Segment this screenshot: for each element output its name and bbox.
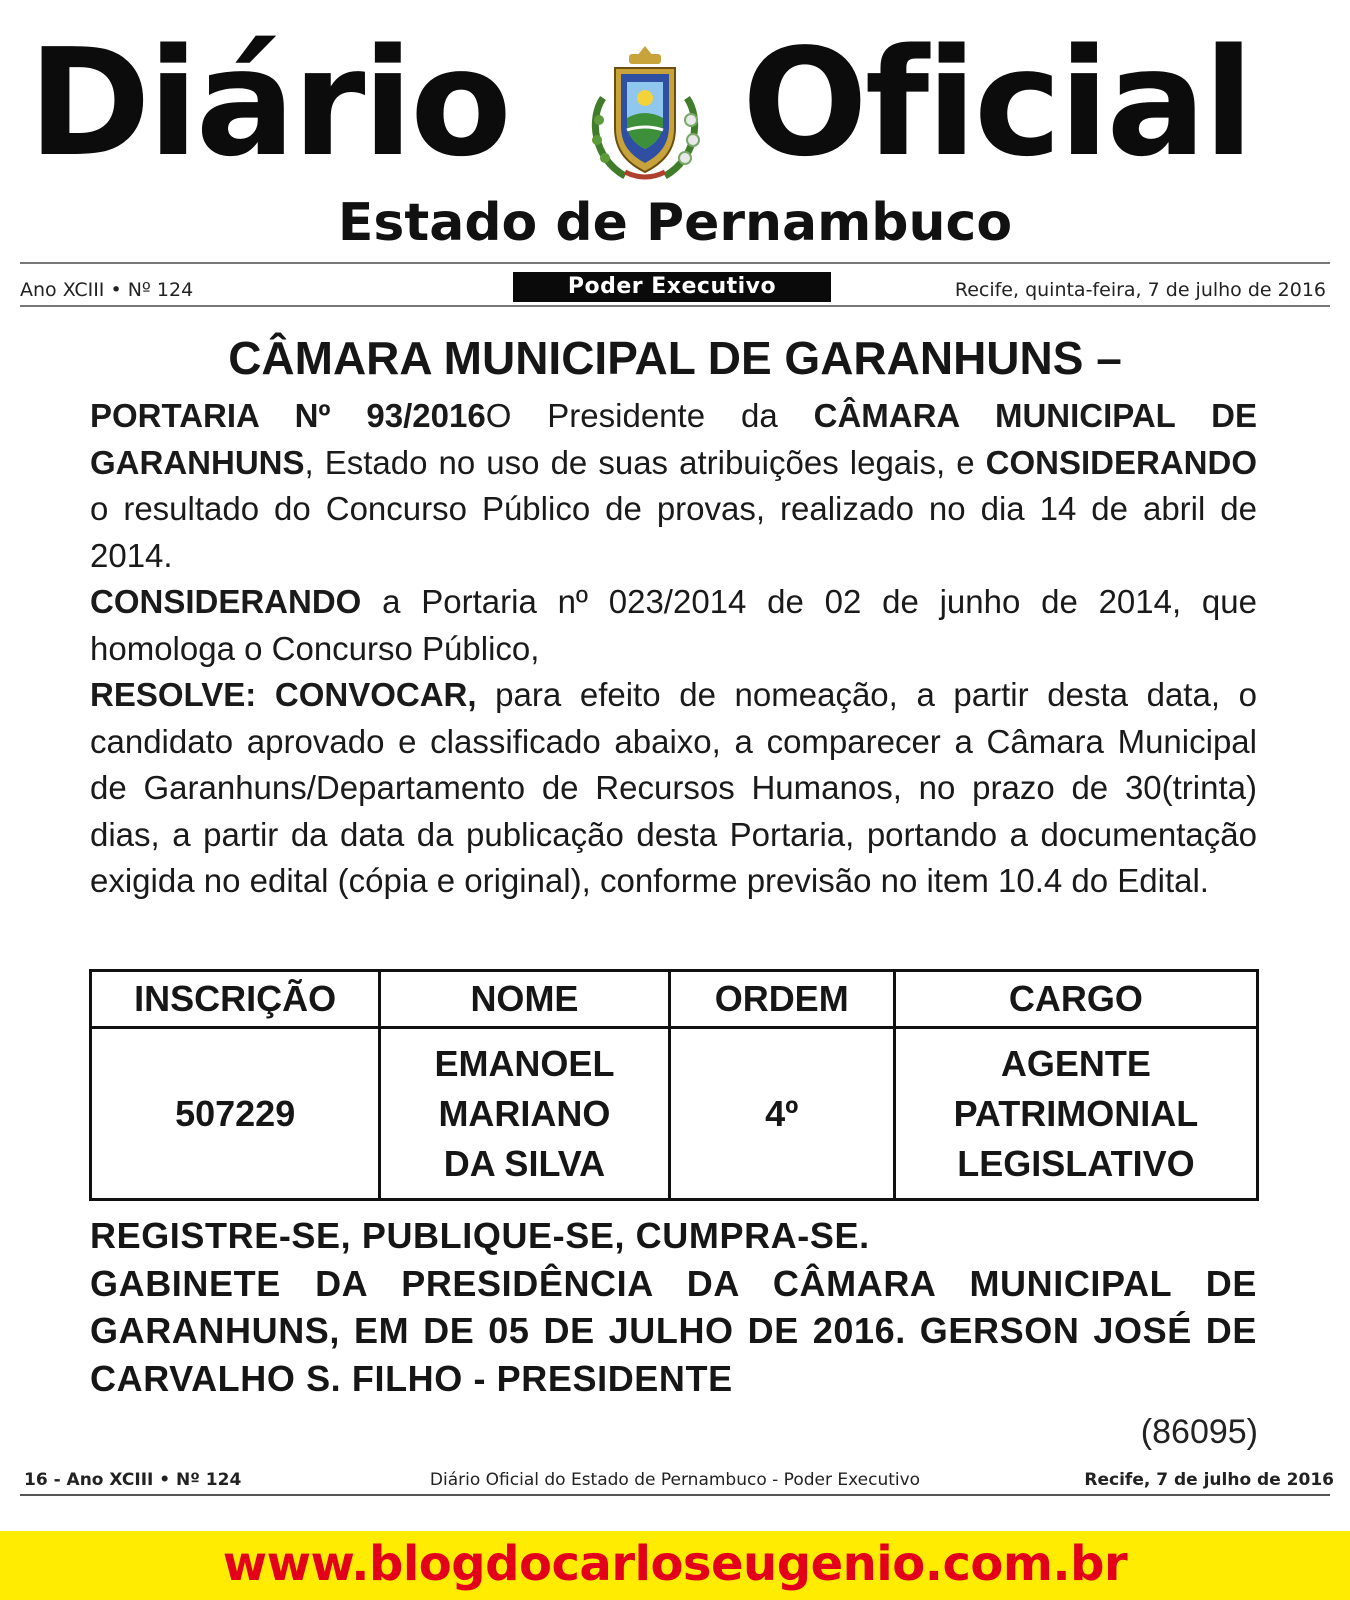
blog-url-link[interactable]: www.blogdocarloseugenio.com.br xyxy=(222,1536,1128,1592)
masthead-bottom-divider xyxy=(20,305,1330,307)
notice-body xyxy=(90,393,1257,905)
notice-paragraph-3 xyxy=(90,672,1257,905)
footer-date: Recife, 7 de julho de 2016 xyxy=(1084,1470,1334,1490)
notice-text: , Estado no uso de suas atribuições legais, e xyxy=(304,443,986,481)
footer-publication: Diário Oficial do Estado de Pernambuco - Poder Executivo xyxy=(429,1470,921,1490)
blog-banner xyxy=(0,1531,1350,1600)
chamber-name: CÂMARA MUNICIPAL DE GARANHUNS xyxy=(90,397,1257,481)
closing-line-1: REGISTRE-SE, PUBLIQUE-SE, CUMPRA-SE. xyxy=(90,1215,870,1256)
notice-title: CÂMARA MUNICIPAL DE GARANHUNS – xyxy=(228,332,1122,384)
table-row xyxy=(91,1028,1258,1200)
nome-line: MARIANO xyxy=(438,1092,611,1134)
notice-paragraph-1 xyxy=(90,393,1257,579)
masthead-top-divider xyxy=(20,262,1330,264)
notice-text: O Presidente da xyxy=(485,397,814,434)
cell-cargo xyxy=(894,1028,1257,1200)
masthead-title-left: Diário xyxy=(28,17,509,189)
closing-line-2: GABINETE DA PRESIDÊNCIA DA CÂMARA MUNICIPAL DE GARANHUNS, EM DE 05 DE JULHO DE 2016. GERSON JOSÉ DE CARVALHO S. FILHO - PRESIDENTE xyxy=(90,1262,1257,1399)
cell-ordem: 4º xyxy=(669,1028,894,1200)
footer-divider xyxy=(20,1494,1330,1496)
considerando-label: CONSIDERANDO xyxy=(985,443,1257,481)
nominee-table xyxy=(89,969,1259,1201)
nome-line: DA SILVA xyxy=(443,1142,606,1184)
considerando-label: CONSIDERANDO xyxy=(90,583,362,620)
notice-text: para efeito de nomeação, a partir desta data, o candidato aprovado e classificado abaixo, a comparecer a Câmara Municipal de Garanhuns/Departamento de Recursos Humanos, no prazo de 30(trinta) dias, a partir da data da publicação desta Portaria, portando a documentação exigida no edital (cópia e original), conforme previsão no item 10.4 do Edital. xyxy=(90,676,1257,899)
notice-text: a Portaria nº 023/2014 de 02 de junho de 2014, que homologa o Concurso Público, xyxy=(90,583,1257,667)
header-cargo: CARGO xyxy=(894,971,1257,1028)
pernambuco-coat-of-arms-icon xyxy=(585,38,705,188)
cell-inscricao: 507229 xyxy=(91,1028,380,1200)
notice-text: o resultado do Concurso Público de provas, realizado no dia 14 de abril de 2014. xyxy=(90,490,1257,574)
portaria-number: PORTARIA Nº 93/2016 xyxy=(90,397,486,434)
resolve-label: RESOLVE: CONVOCAR, xyxy=(90,676,477,713)
reference-number: (86095) xyxy=(1140,1413,1258,1451)
cargo-line: LEGISLATIVO xyxy=(957,1142,1195,1184)
notice-paragraph-2 xyxy=(90,579,1257,672)
header-inscricao: INSCRIÇÃO xyxy=(91,971,380,1028)
masthead-title-right: Oficial xyxy=(742,17,1251,189)
cargo-line: PATRIMONIAL xyxy=(953,1092,1199,1134)
dateline: Recife, quinta-feira, 7 de julho de 2016 xyxy=(954,279,1326,301)
cargo-line: AGENTE xyxy=(1000,1042,1151,1084)
header-ordem: ORDEM xyxy=(669,971,894,1028)
footer-edition: 16 - Ano XCIII • Nº 124 xyxy=(24,1470,242,1490)
masthead-title xyxy=(0,18,1350,188)
header-nome: NOME xyxy=(380,971,669,1028)
edition-label: Ano XCIII • Nº 124 xyxy=(20,279,194,301)
closing-block xyxy=(90,1212,1257,1402)
section-badge: Poder Executivo xyxy=(513,272,831,302)
masthead-subtitle: Estado de Pernambuco xyxy=(337,193,1013,253)
table-header-row xyxy=(91,971,1258,1028)
nome-line: EMANOEL xyxy=(434,1042,615,1084)
cell-nome xyxy=(380,1028,669,1200)
